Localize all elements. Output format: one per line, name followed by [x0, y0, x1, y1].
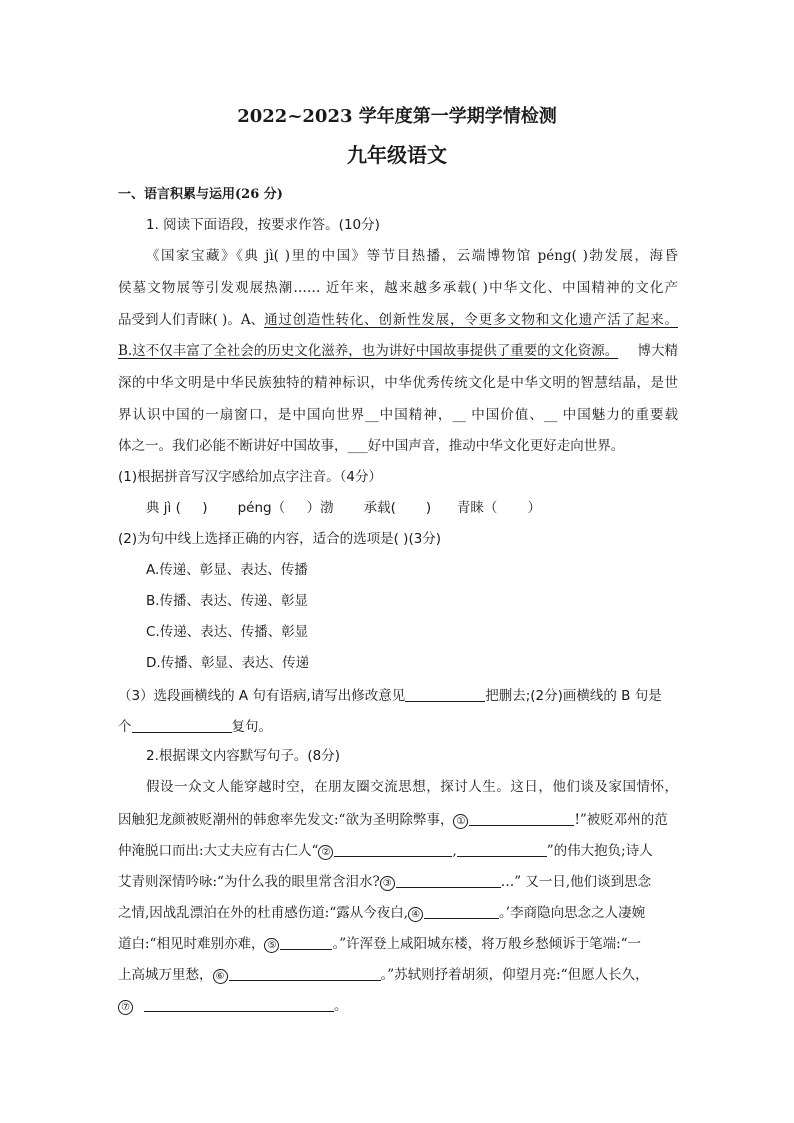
sub-question-1-prompt: (1)根据拼音写汉字感给加点字注音。（4分）: [118, 469, 382, 485]
sub-question-3-line-1: [118, 688, 662, 704]
answer-blank-sentence-type[interactable]: [132, 719, 232, 733]
recite-line-6-text: 道白:“相见时难别亦难，: [118, 936, 265, 952]
sub-question-3-part-3: 个: [118, 719, 132, 735]
answer-blank-modification[interactable]: [405, 688, 485, 702]
blank-number-2: ②: [318, 845, 333, 860]
passage-line-7: 体之一。我们必能不断讲好中国故事，___好中国声音，推动中华文化更好走向世界。: [118, 438, 625, 454]
passage-line-2: 侯墓文物展等引发观展热潮…… 近年来，越来越多承载( )中华文化、中国精神的文化产: [118, 280, 678, 296]
recite-line-8-tail: 。: [334, 998, 348, 1014]
recite-line-6-tail: 。”许浑登上咸阳城东楼，将万般乡愁倾诉于笔端:“一: [332, 936, 642, 952]
blank-number-5: ⑤: [264, 938, 279, 953]
recite-blank-2a[interactable]: [334, 843, 452, 857]
recite-line-3-text: 仲淹脱口而出:大丈夫应有古仁人“: [118, 843, 319, 859]
sentence-b-underlined: B.这不仅丰富了全社会的历史文化滋养，也为讲好中国故事提供了重要的文化资源。: [118, 343, 619, 359]
page-subtitle: 九年级语文: [347, 143, 447, 167]
recite-line-3: [118, 843, 653, 860]
option-a: A.传递、彰显、表达、传播: [146, 562, 308, 578]
passage-line-4-tail: 博大精: [637, 343, 678, 359]
blank-number-3: ③: [380, 876, 395, 891]
recite-line-4: [118, 874, 651, 891]
blank-number-6: ⑥: [213, 969, 228, 984]
recite-line-7-tail: 。”苏轼则抒着胡须，仰望月亮:“但愿人长久，: [380, 967, 649, 983]
recite-line-5: [118, 905, 645, 922]
blank-number-1: ①: [453, 814, 468, 829]
blank-number-7: ⑦: [118, 1000, 133, 1015]
blank-number-4: ④: [408, 907, 423, 922]
option-d: D.传播、彰显、表达、传递: [146, 655, 310, 671]
sentence-a-underlined: 通过创造性转化、创新性发展，令更多文物和文化遗产活了起来。: [264, 312, 678, 328]
recite-line-2-tail: !”被贬邓州的范: [574, 812, 668, 828]
recite-line-8: [118, 998, 348, 1015]
sub-question-2-prompt: (2)为句中线上选择正确的内容，适合的选项是( )(3分): [118, 531, 442, 547]
passage-line-3-text: 品受到人们青睐( )。A、: [118, 312, 265, 328]
question-2-prompt: 2.根据课文内容默写句子。(8分): [146, 748, 341, 764]
recite-line-2-text: 因触犯龙颜被贬潮州的韩愈率先发文:“欲为圣明除弊事，: [118, 812, 454, 828]
section-heading: 一、语言积累与运用(26 分): [118, 187, 283, 202]
recite-line-2: [118, 812, 668, 829]
recite-line-6: [118, 936, 641, 953]
recite-line-7: [118, 967, 649, 984]
recite-line-5-text: 之情,因战乱漂泊在外的杜甫感伤道:“露从今夜白,: [118, 905, 409, 921]
sub-question-3-part-4: 复句。: [231, 719, 272, 735]
recite-line-3-tail: ”的伟大抱负;诗人: [546, 843, 653, 859]
question-1-prompt: 1. 阅读下面语段，按要求作答。(10分): [146, 217, 380, 233]
recite-line-4-text: 艾青则深情吟咏:“为什么我的眼里常含泪水?: [118, 874, 380, 890]
recite-line-5-tail: 。’李商隐向思念之人凄婉: [499, 905, 646, 921]
option-c: C.传递、表达、传播、彰显: [146, 624, 309, 640]
recite-line-3-comma: ,: [452, 843, 457, 859]
sub-question-3-line-2: [118, 719, 272, 735]
option-b: B.传播、表达、传递、彰显: [146, 593, 309, 609]
recite-line-1: 假设一众文人能穿越时空，在朋友圈交流思想，探讨人生。这日，他们谈及家国情怀，: [146, 779, 678, 795]
sub-question-1-items: 典 jì ( ) péng（ ）渤 承载( ) 青睐（ ）: [146, 500, 541, 516]
recite-blank-7[interactable]: [144, 998, 334, 1012]
page-title: 2022~2023 学年度第一学期学情检测: [237, 106, 557, 127]
recite-line-7-text: 上高城万里愁，: [118, 967, 213, 983]
passage-line-5: 深的中华文明是中华民族独特的精神标识，中华优秀传统文化是中华文明的智慧结晶，是世: [118, 375, 678, 391]
passage-line-3: [118, 314, 678, 328]
sub-question-3-part-1: （3）选段画横线的 A 句有语病,请写出修改意见: [118, 688, 406, 704]
recite-blank-2b[interactable]: [457, 843, 547, 857]
recite-blank-4[interactable]: [424, 905, 499, 919]
sub-question-3-part-2: 把删去;(2分)画横线的 B 句是: [485, 688, 662, 704]
recite-blank-1[interactable]: [469, 812, 574, 826]
passage-line-6: 界认识中国的一扇窗口，是中国向世界__中国精神，__ 中国价值、__ 中国魅力的重要载: [118, 407, 678, 423]
recite-line-4-tail: …” 又一日,他们谈到思念: [500, 874, 652, 890]
recite-blank-3[interactable]: [396, 874, 501, 888]
passage-line-4: [118, 345, 678, 359]
passage-line-1: 《国家宝藏》《典 jì( )里的中国》等节目热播，云端博物馆 péng( )勃发展，海昏: [146, 248, 678, 264]
recite-blank-6[interactable]: [229, 967, 381, 981]
recite-blank-5[interactable]: [280, 936, 332, 950]
